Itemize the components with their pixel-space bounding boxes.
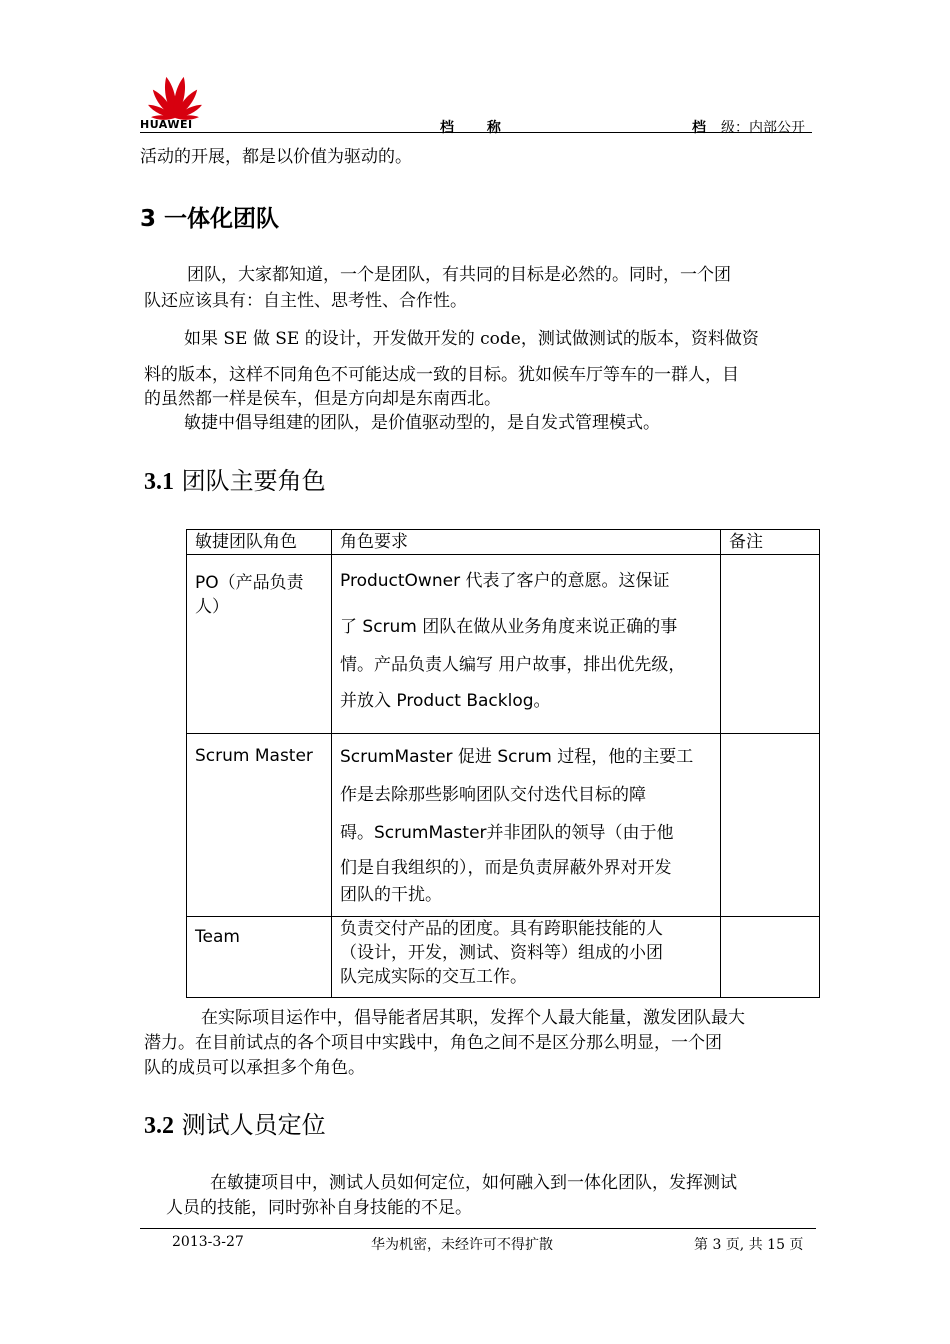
requirement-line: 情。产品负责人编写 用户故事，排出优先级， — [340, 655, 686, 675]
requirement-line: 并放入 Product Backlog。 — [340, 691, 551, 711]
after-table-line1: 在实际项目运作中，倡导能者居其职，发挥个人最大能量，激发团队最大 — [201, 1008, 745, 1028]
section-title: 测试人员定位 — [181, 1111, 326, 1139]
footer-confidential: 华为机密，未经许可不得扩散 — [371, 1237, 553, 1253]
section-3-heading: 3 一体化团队 — [140, 206, 280, 232]
requirement-line: ScrumMaster 促进 Scrum 过程，他的主要工 — [340, 747, 694, 767]
section-title: 团队主要角色 — [181, 467, 326, 495]
intro-line: 活动的开展，都是以价值为驱动的。 — [140, 147, 412, 167]
requirement-cell — [332, 917, 721, 998]
doc-level-label: 档 — [692, 120, 716, 136]
table-header-cell: 角色要求 — [332, 530, 721, 555]
requirement-line: ProductOwner 代表了客户的意愿。这保证 — [340, 571, 670, 591]
section-3-p2-line2: 料的版本，这样不同角色不可能达成一致的目标。犹如候车厅等车的一群人，目 — [144, 365, 739, 385]
table-row — [187, 734, 820, 917]
requirement-cell — [332, 734, 721, 917]
requirement-line: 队完成实际的交互工作。 — [340, 967, 527, 987]
role-line: 人） — [195, 597, 229, 617]
roles-table — [186, 529, 820, 998]
requirement-line: （设计，开发，测试、资料等）组成的小团 — [340, 943, 663, 963]
section-3-2-heading — [144, 1105, 326, 1140]
requirement-line: 作是去除那些影响团队交付迭代目标的障 — [340, 785, 646, 805]
section-number: 3.2 — [144, 1113, 174, 1139]
header-divider — [140, 132, 812, 133]
requirement-line: 团队的干扰。 — [340, 885, 442, 905]
section-3-2-p-line2: 人员的技能，同时弥补自身技能的不足。 — [166, 1198, 472, 1218]
footer-date: 2013-3-27 — [172, 1234, 244, 1250]
requirement-line: 了 Scrum 团队在做从业务角度来说正确的事 — [340, 617, 678, 637]
section-3-p3: 敏捷中倡导组建的团队，是价值驱动型的，是自发式管理模式。 — [184, 413, 660, 433]
role-cell: Scrum Master — [187, 734, 332, 917]
section-3-p1-line2: 队还应该具有：自主性、思考性、合作性。 — [144, 291, 467, 311]
requirement-cell — [332, 555, 721, 734]
section-3-1-heading — [144, 461, 326, 496]
footer-page-number: 第 3 页, 共 15 页 — [694, 1237, 804, 1253]
section-3-p2-line3: 的虽然都一样是侯车，但是方向却是东南西北。 — [144, 389, 501, 409]
doc-level-value: 级：内部公开 — [721, 120, 805, 136]
section-3-p1-line1: 团队，大家都知道，一个是团队，有共同的目标是必然的。同时，一个团 — [187, 265, 731, 285]
requirement-line: 们是自我组织的），而是负责屏蔽外界对开发 — [340, 858, 672, 878]
after-table-line2: 潜力。在目前试点的各个项目中实践中，角色之间不是区分那么明显，一个团 — [144, 1033, 722, 1053]
note-cell — [721, 555, 820, 734]
footer-divider — [140, 1228, 816, 1229]
table-row — [187, 555, 820, 734]
after-table-line3: 队的成员可以承担多个角色。 — [144, 1058, 365, 1078]
section-number: 3.1 — [144, 469, 174, 495]
table-header-row — [187, 530, 820, 555]
role-cell: Team — [187, 917, 332, 998]
note-cell — [721, 917, 820, 998]
note-cell — [721, 734, 820, 917]
section-3-2-p-line1: 在敏捷项目中，测试人员如何定位，如何融入到一体化团队，发挥测试 — [210, 1173, 737, 1193]
role-line: PO（产品负责 — [195, 573, 304, 593]
requirement-line: 负责交付产品的团度。具有跨职能技能的人 — [340, 919, 663, 939]
table-header-cell: 备注 — [721, 530, 820, 555]
logo-text: HUAWEI — [140, 118, 193, 131]
role-cell — [187, 555, 332, 734]
table-row — [187, 917, 820, 998]
table-header-cell: 敏捷团队角色 — [187, 530, 332, 555]
section-3-p2-line1: 如果 SE 做 SE 的设计，开发做开发的 code，测试做测试的版本，资料做资 — [184, 329, 759, 349]
requirement-line: 碍。ScrumMaster并非团队的领导（由于他 — [340, 823, 674, 843]
doc-name-label: 档 称 — [440, 120, 515, 136]
